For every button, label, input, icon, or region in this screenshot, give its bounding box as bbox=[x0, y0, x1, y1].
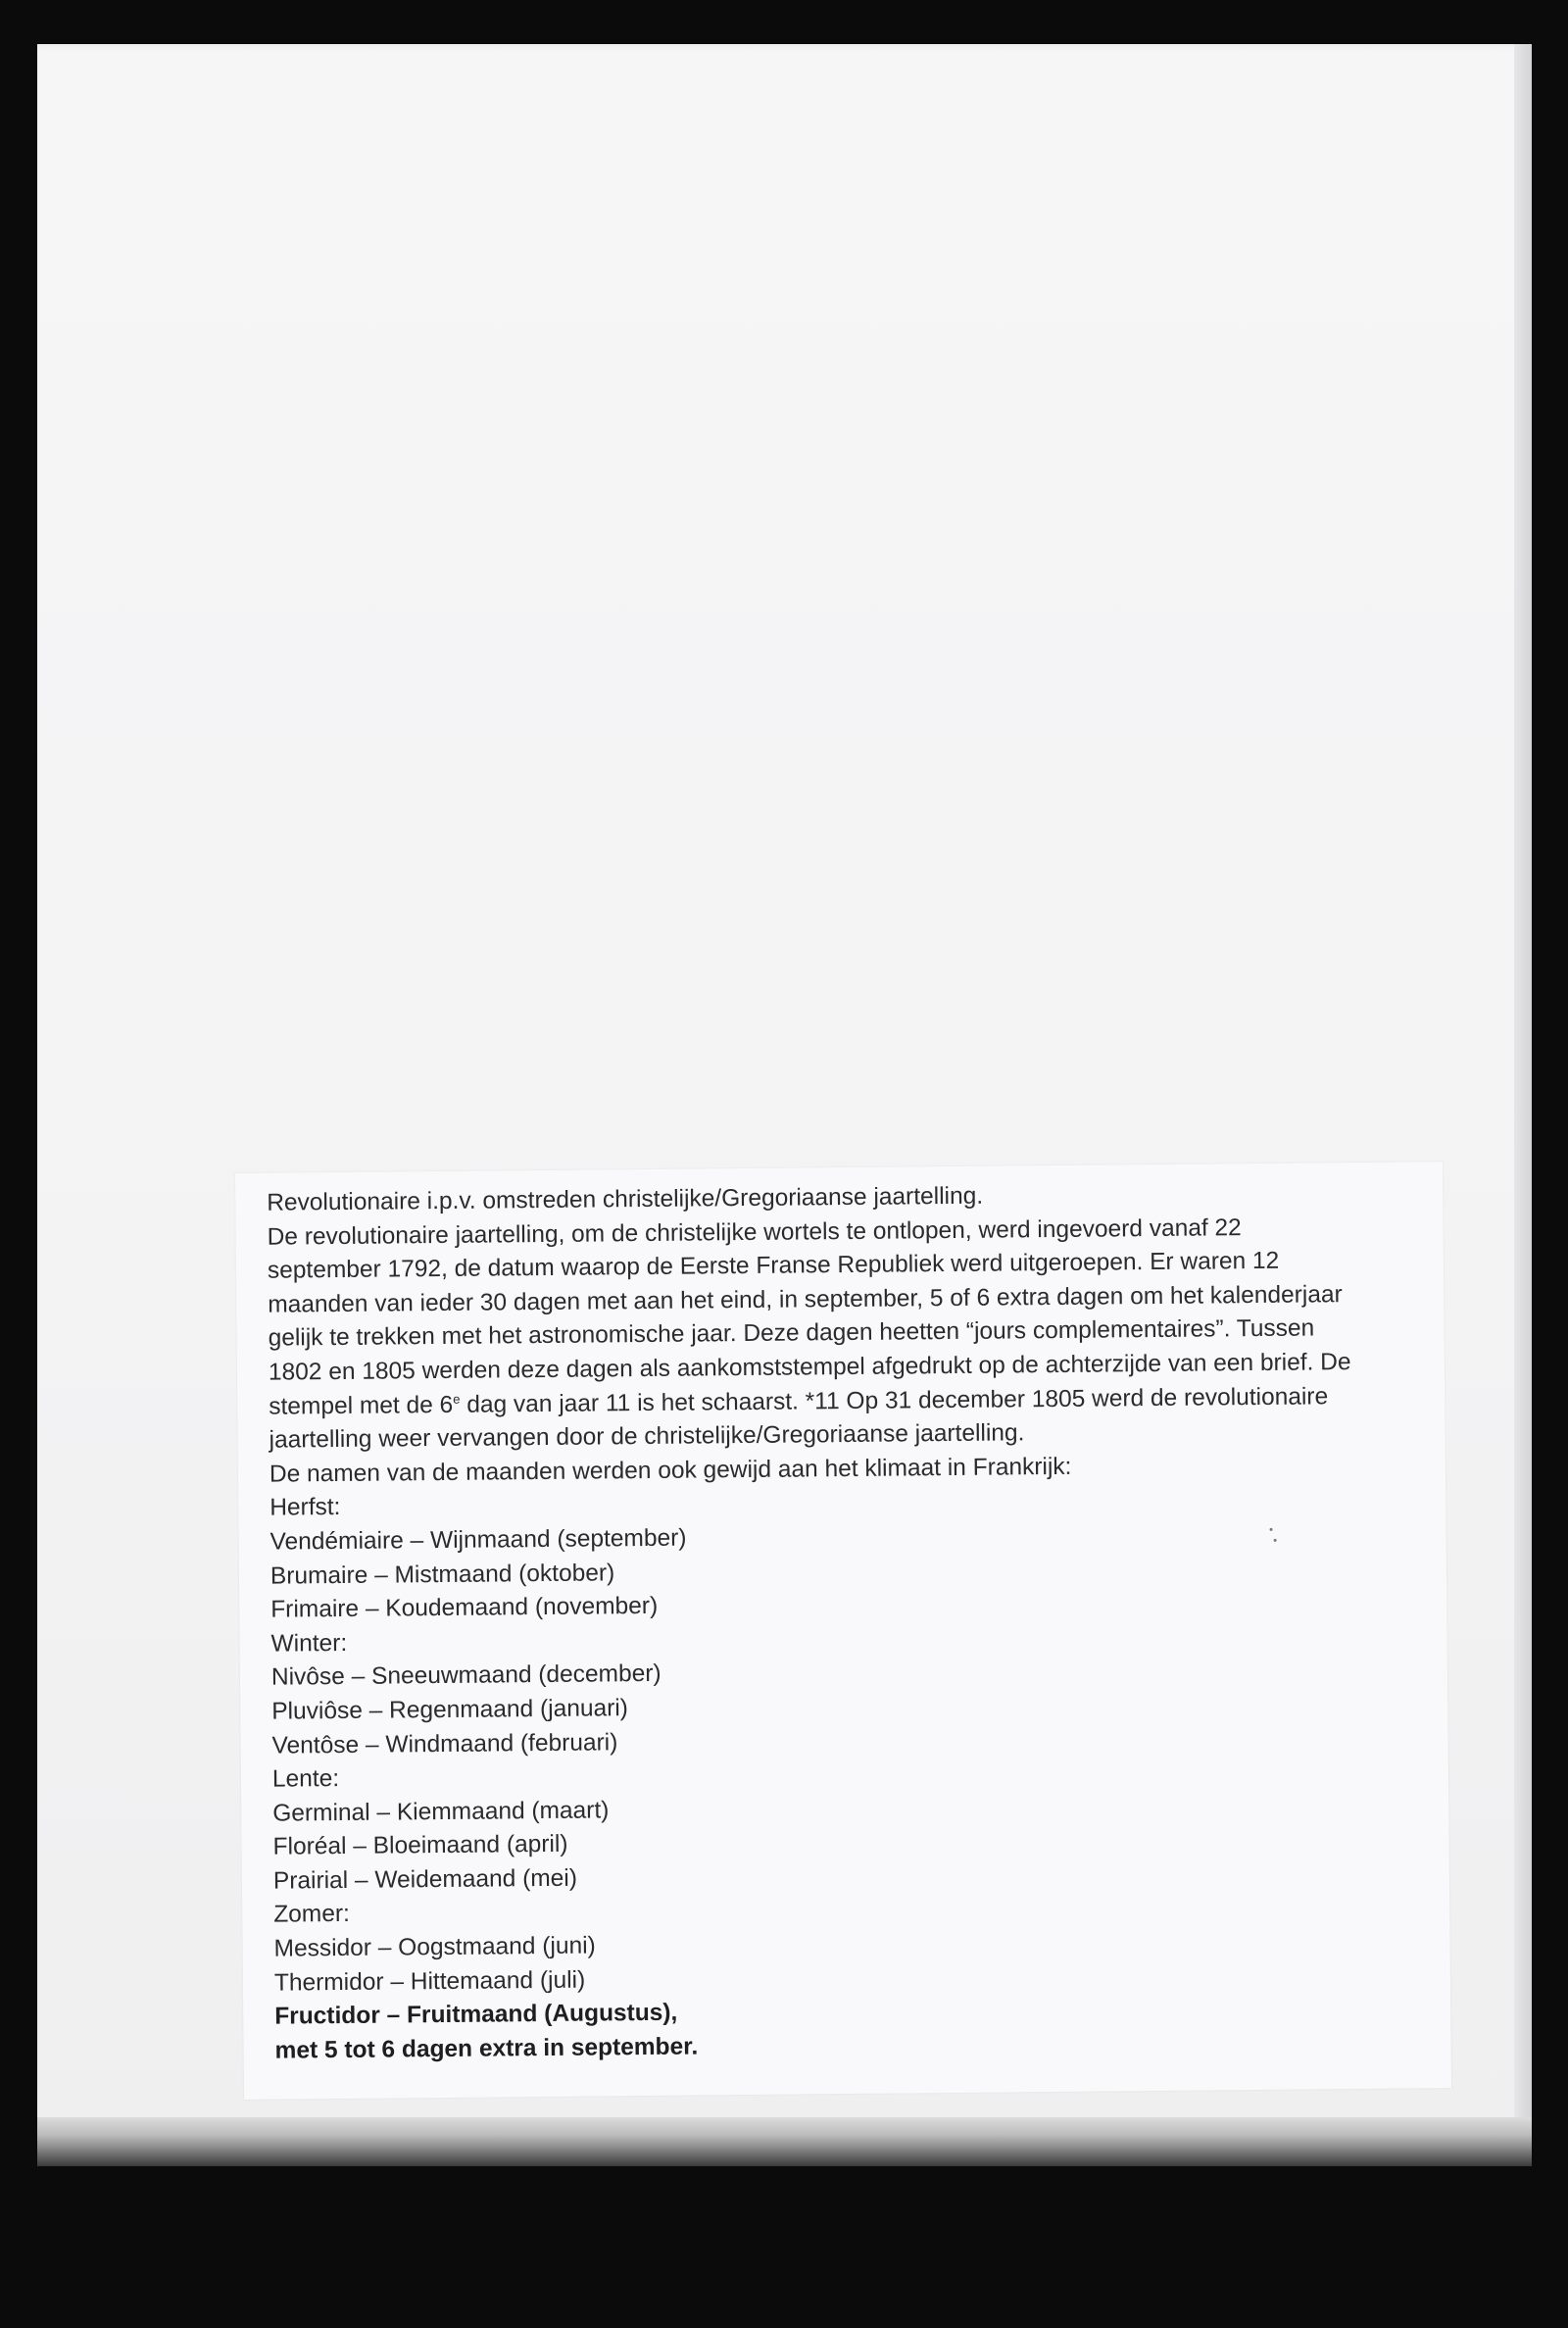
sheet-title: Revolutionaire i.p.v. omstreden christelijke/Gregoriaanse jaartelling. bbox=[267, 1182, 984, 1216]
month-item: Floréal – Bloeimaand (april) bbox=[272, 1831, 568, 1860]
month-item: Thermidor – Hittemaand (juli) bbox=[273, 1966, 586, 1997]
season-heading-lente: Lente: bbox=[271, 1765, 340, 1793]
paragraph-line: De revolutionaire jaartelling, om de christelijke wortels te ontlopen, werd ingevoerd vanaf 22 bbox=[267, 1214, 1242, 1251]
month-item: Prairial – Weidemaand (mei) bbox=[272, 1864, 578, 1895]
month-item: Pluviôse – Regenmaand (januari) bbox=[271, 1695, 629, 1725]
bold-note: met 5 tot 6 dagen extra in september. bbox=[274, 2033, 699, 2064]
season-heading-zomer: Zomer: bbox=[273, 1901, 350, 1929]
superscript: e bbox=[453, 1391, 461, 1407]
paragraph-line: jaartelling weer vervangen door de christelijke/Gregoriaanse jaartelling. bbox=[269, 1419, 1025, 1454]
paragraph-line: maanden van ieder 30 dagen met aan het eind, in september, 5 of 6 extra dagen om het kalenderjaar bbox=[268, 1280, 1343, 1318]
month-item: Germinal – Kiemmaand (maart) bbox=[272, 1797, 610, 1827]
paragraph-line: gelijk te trekken met het astronomische jaar. Deze dagen heetten “jours complementaires”. Tussen bbox=[268, 1314, 1315, 1353]
months-intro: De namen van de maanden werden ook gewijd aan het klimaat in Frankrijk: bbox=[269, 1453, 1072, 1488]
info-sheet bbox=[235, 1162, 1451, 2100]
paragraph-line: september 1792, de datum waarop de Eerste Franse Republiek werd uitgeroepen. Er waren 12 bbox=[267, 1247, 1280, 1284]
month-item: Vendémiaire – Wijnmaand (september) bbox=[270, 1524, 687, 1556]
paper-speck bbox=[1274, 1539, 1277, 1542]
month-item: Ventôse – Windmaand (februari) bbox=[271, 1728, 618, 1759]
page-right-edge bbox=[1514, 44, 1532, 2142]
paragraph-text: dag van jaar 11 is het schaarst. *11 Op 31 december 1805 werd de revolutionaire bbox=[460, 1382, 1329, 1418]
month-item: Frimaire – Koudemaand (november) bbox=[270, 1593, 659, 1623]
paper-speck bbox=[1270, 1528, 1273, 1531]
page-bottom-edge bbox=[37, 2117, 1532, 2166]
month-item: Nivôse – Sneeuwmaand (december) bbox=[270, 1660, 662, 1691]
paragraph-line: 1802 en 1805 werden deze dagen als aankomststempel afgedrukt op de achterzijde van een brief. De bbox=[268, 1349, 1351, 1386]
month-item: Messidor – Oogstmaand (juni) bbox=[273, 1932, 596, 1962]
bold-month-item: Fructidor – Fruitmaand (Augustus), bbox=[274, 1999, 678, 2030]
season-heading-winter: Winter: bbox=[270, 1629, 348, 1658]
paragraph-text: stempel met de 6 bbox=[269, 1391, 454, 1420]
month-item: Brumaire – Mistmaand (oktober) bbox=[270, 1559, 615, 1590]
season-heading-herfst: Herfst: bbox=[270, 1494, 341, 1522]
